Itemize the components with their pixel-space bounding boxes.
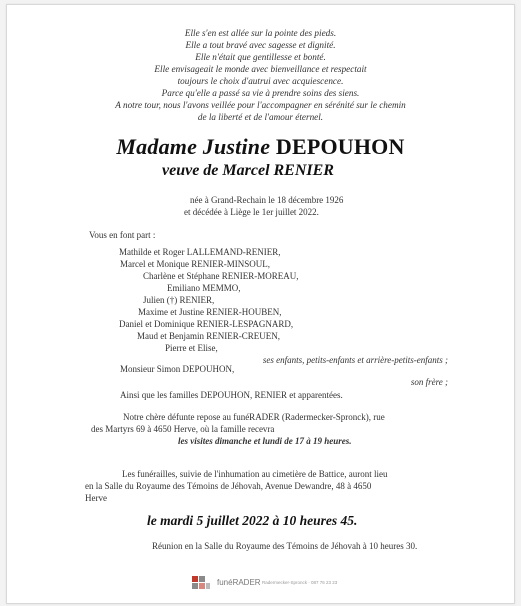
poem-line: Parce qu'elle a passé sa vie à prendre soins des siens. xyxy=(161,88,360,98)
funeral-date: le mardi 5 juillet 2022 à 10 heures 45. xyxy=(147,513,358,528)
death-line: et décédée à Liège le 1er juillet 2022. xyxy=(184,207,319,217)
family-member: Mathilde et Roger LALLEMAND-RENIER, xyxy=(119,247,281,257)
funeral-line-3: Herve xyxy=(85,493,107,503)
funeral-line-1: Les funérailles, suivie de l'inhumation au cimetière de Battice, auront lieu xyxy=(122,469,388,479)
family-member: Julien (†) RENIER, xyxy=(143,295,215,305)
brother-line: Monsieur Simon DEPOUHON, xyxy=(120,364,235,374)
deceased-last-name: DEPOUHON xyxy=(275,134,405,159)
family-caption: ses enfants, petits-enfants et arrière-petits-enfants ; xyxy=(262,355,448,365)
poem-line: Elle a tout bravé avec sagesse et dignité. xyxy=(185,40,336,50)
family-member: Daniel et Dominique RENIER-LESPAGNARD, xyxy=(119,319,294,329)
poem-line: Elle envisageait le monde avec bienveillance et respectait xyxy=(154,64,367,74)
rest-line-1: Notre chère défunte repose au funéRADER (Radermecker-Spronck), rue xyxy=(123,412,385,422)
poem-line: A notre tour, nous l'avons veillée pour l'accompagner en sérénité sur le chemin xyxy=(115,100,406,110)
family-member: Pierre et Elise, xyxy=(165,343,218,353)
poem-line: toujours le choix d'autrui avec acquiescence. xyxy=(177,76,344,86)
family-member: Emiliano MEMMO, xyxy=(167,283,241,293)
footer-logo xyxy=(190,574,360,596)
family-member: Maud et Benjamin RENIER-CREUEN, xyxy=(137,331,280,341)
footer-small-text: Radermecker-Spronck · 087 76 23 23 xyxy=(262,580,338,585)
families-line: Ainsi que les familles DEPOUHON, RENIER et apparentées. xyxy=(120,390,343,400)
deceased-first-name: Madame Justine xyxy=(116,134,276,159)
deceased-name xyxy=(7,134,514,160)
announce-intro: Vous en font part : xyxy=(89,230,156,240)
family-member: Charlène et Stéphane RENIER-MOREAU, xyxy=(143,271,299,281)
funerader-logo-icon xyxy=(190,574,216,594)
brother-caption: son frère ; xyxy=(410,377,448,387)
poem-line: Elle n'était que gentillesse et bonté. xyxy=(195,52,326,62)
widow-line: veuve de Marcel RENIER xyxy=(162,162,334,179)
meeting-line: Réunion en la Salle du Royaume des Témoins de Jéhovah à 10 heures 30. xyxy=(152,541,418,551)
funeral-line-2: en la Salle du Royaume des Témoins de Jéhovah, Avenue Dewandre, 48 à 4650 xyxy=(85,481,372,491)
footer-brand: funéRADER xyxy=(217,578,261,587)
poem-line: Elle s'en est allée sur la pointe des pieds. xyxy=(184,28,337,38)
poem-line: de la liberté et de l'amour éternel. xyxy=(197,112,324,122)
obituary-page xyxy=(6,4,515,604)
birth-line: née à Grand-Rechain le 18 décembre 1926 xyxy=(190,195,344,205)
family-member: Maxime et Justine RENIER-HOUBEN, xyxy=(138,307,282,317)
visiting-hours: les visites dimanche et lundi de 17 à 19 heures. xyxy=(178,436,352,446)
family-member: Marcel et Monique RENIER-MINSOUL, xyxy=(120,259,270,269)
rest-line-2: des Martyrs 69 à 4650 Herve, où la famille recevra xyxy=(91,424,275,434)
